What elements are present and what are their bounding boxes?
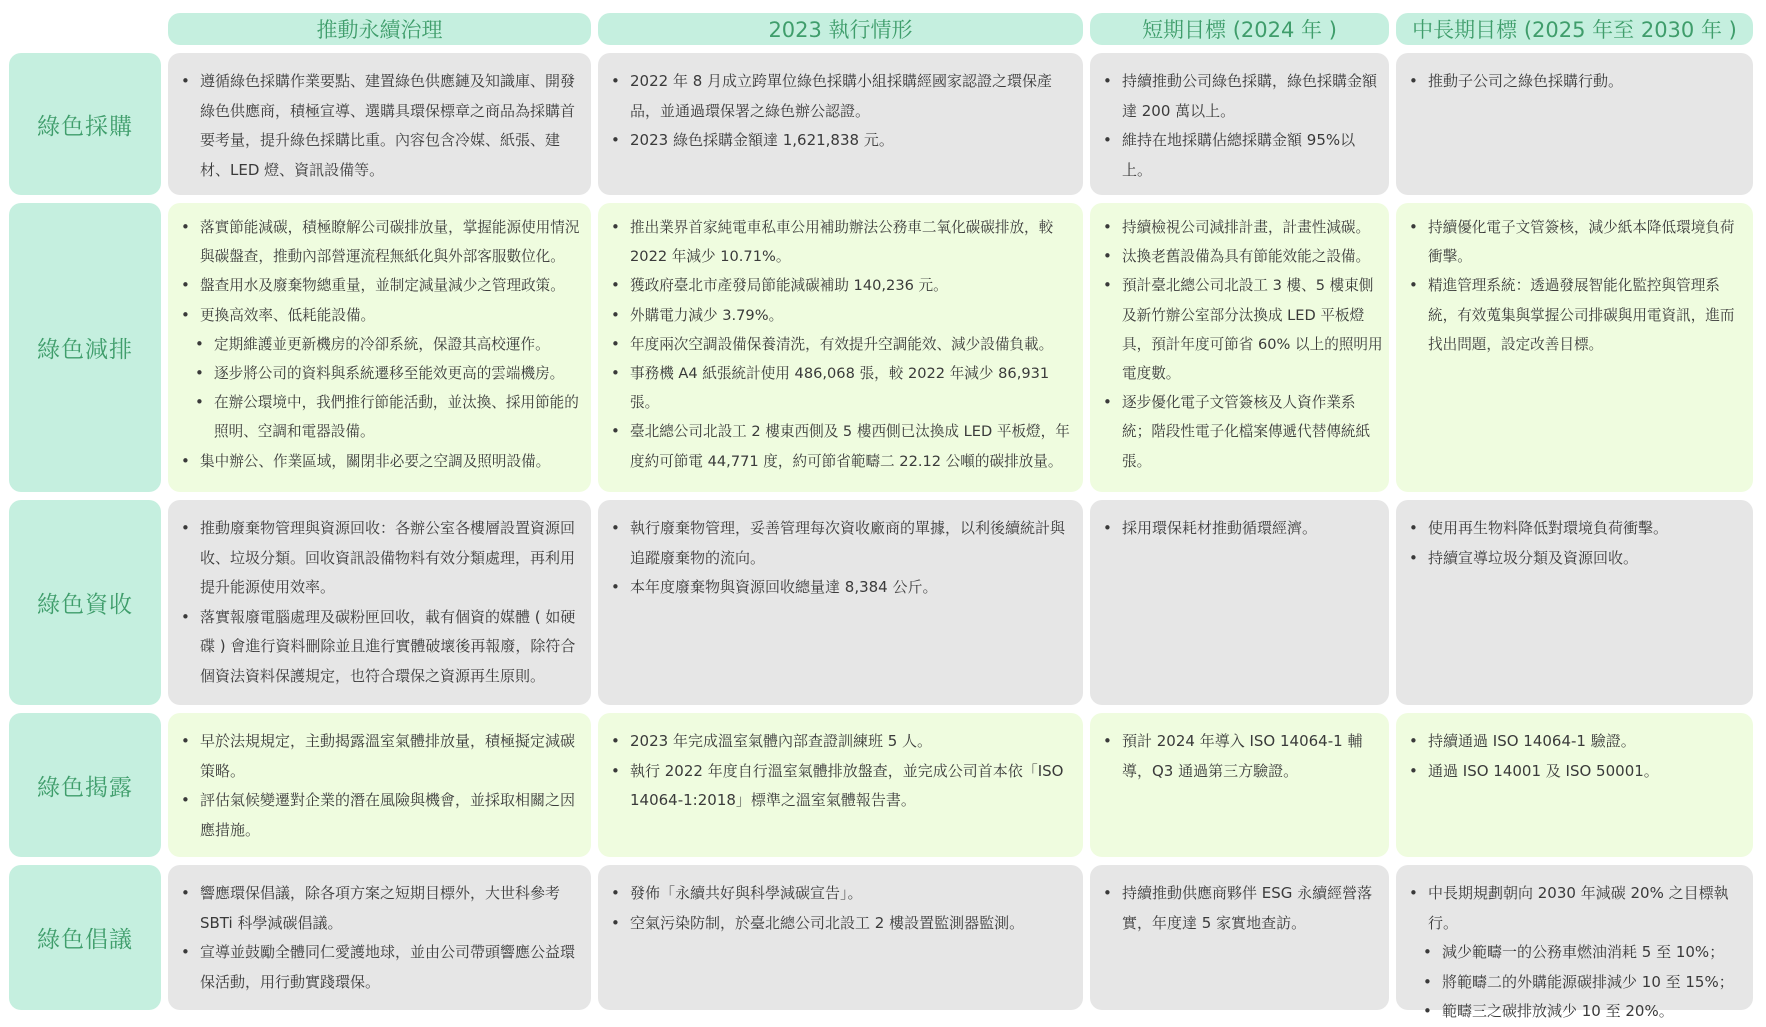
list-item: • 中長期規劃朝向 2030 年減碳 20% 之目標執行。 [1408,879,1747,938]
list-item: • 臺北總公司北設工 2 樓東西側及 5 樓西側已汰換成 LED 平板燈，年度約可節電 44,771 度，約可節省範疇二 22.12 公噸的碳排放量。 [610,417,1077,475]
bullet-list [1102,879,1383,938]
list-item: • 持續推動公司綠色採購，綠色採購金額達 200 萬以上。 [1102,67,1383,126]
bullet-list [1102,67,1383,185]
bullet-list [1408,213,1747,359]
cell-short-term [1090,500,1389,705]
header-short-term: 短期目標 (2024 年 ) [1090,13,1389,45]
table-corner [9,13,161,45]
list-item: • 使用再生物料降低對環境負荷衝擊。 [1408,514,1747,544]
bullet-list [180,67,585,185]
header-governance: 推動永續治理 [168,13,591,45]
list-item: • 響應環保倡議，除各項方案之短期目標外，大世科參考 SBTi 科學減碳倡議。 [180,879,585,938]
bullet-list [1102,727,1383,786]
list-item: • 精進管理系統：透過發展智能化監控與管理系統，有效蒐集與掌握公司排碳與用電資訊，進而找出問題，設定改善目標。 [1408,271,1747,359]
cell-long-term [1396,203,1753,492]
list-item: • 早於法規規定，主動揭露溫室氣體排放量，積極擬定減碳策略。 [180,727,585,786]
row-label: 綠色揭露 [9,713,161,857]
row-label: 綠色採購 [9,53,161,195]
cell-long-term [1396,865,1753,1020]
bullet-list [1408,727,1747,786]
cell-short-term [1090,865,1389,1010]
list-item: • 預計臺北總公司北設工 3 樓、5 樓東側及新竹辦公室部分汰換成 LED 平板燈具，預計年度可節省 60% 以上的照明用電度數。 [1102,271,1383,388]
list-item: • 汰換老舊設備為具有節能效能之設備。 [1102,242,1383,271]
cell-2023-status [598,865,1083,1010]
bullet-list [1408,67,1747,97]
list-item: • 範疇三之碳排放減少 10 至 20%。 [1422,997,1747,1027]
bullet-list [180,514,585,691]
list-item: • 更換高效率、低耗能設備。 [180,301,585,330]
list-item: • 持續檢視公司減排計畫，計畫性減碳。 [1102,213,1383,242]
list-item: • 空氣污染防制，於臺北總公司北設工 2 樓設置監測器監測。 [610,909,1077,939]
cell-2023-status [598,713,1083,857]
cell-2023-status [598,500,1083,705]
list-item: • 遵循綠色採購作業要點、建置綠色供應鏈及知識庫、開發綠色供應商，積極宣導、選購具環保標章之商品為採購首要考量，提升綠色採購比重。內容包含冷媒、紙張、建材、LED 燈、資訊設備等。 [180,67,585,185]
cell-governance [168,713,591,857]
row-label: 綠色減排 [9,203,161,492]
bullet-list [180,213,585,476]
cell-governance [168,500,591,705]
list-item: • 執行廢棄物管理，妥善管理每次資收廠商的單據，以利後續統計與追蹤廢棄物的流向。 [610,514,1077,573]
bullet-list [180,727,585,845]
list-item: • 持續優化電子文管簽核，減少紙本降低環境負荷衝擊。 [1408,213,1747,271]
sustainability-table [9,13,1753,1020]
cell-2023-status [598,53,1083,195]
list-item: • 2023 年完成溫室氣體內部查證訓練班 5 人。 [610,727,1077,757]
list-item: • 持續宣導垃圾分類及資源回收。 [1408,544,1747,574]
bullet-list [180,879,585,997]
header-long-term: 中長期目標 (2025 年至 2030 年 ) [1396,13,1753,45]
list-item: • 落實節能減碳，積極瞭解公司碳排放量，掌握能源使用情況與碳盤查，推動內部營運流程無紙化與外部客服數位化。 [180,213,585,271]
bullet-list [610,67,1077,156]
cell-long-term [1396,713,1753,857]
list-item: • 2022 年 8 月成立跨單位綠色採購小組採購經國家認證之環保產品，並通過環保署之綠色辦公認證。 [610,67,1077,126]
list-item: • 盤查用水及廢棄物總重量，並制定減量減少之管理政策。 [180,271,585,300]
list-item: • 將範疇二的外購能源碳排減少 10 至 15%； [1422,968,1747,998]
cell-short-term [1090,713,1389,857]
header-2023-status: 2023 執行情形 [598,13,1083,45]
list-item: • 持續通過 ISO 14064-1 驗證。 [1408,727,1747,757]
row-label: 綠色倡議 [9,865,161,1010]
list-item: • 採用環保耗材推動循環經濟。 [1102,514,1383,544]
list-item: • 推動子公司之綠色採購行動。 [1408,67,1747,97]
list-item: • 在辦公環境中，我們推行節能活動，並汰換、採用節能的照明、空調和電器設備。 [194,388,585,446]
list-item: • 外購電力減少 3.79%。 [610,301,1077,330]
cell-governance [168,865,591,1010]
bullet-list [610,514,1077,603]
list-item: • 推出業界首家純電車私車公用補助辦法公務車二氧化碳碳排放，較 2022 年減少 10.71%。 [610,213,1077,271]
bullet-list [610,879,1077,938]
bullet-list [1408,514,1747,573]
list-item: • 2023 綠色採購金額達 1,621,838 元。 [610,126,1077,156]
cell-governance [168,203,591,492]
list-item: • 推動廢棄物管理與資源回收：各辦公室各樓層設置資源回收、垃圾分類。回收資訊設備物料有效分類處理，再利用提升能源使用效率。 [180,514,585,603]
cell-short-term [1090,53,1389,195]
bullet-list [1102,514,1383,544]
list-item: • 本年度廢棄物與資源回收總量達 8,384 公斤。 [610,573,1077,603]
list-item: • 落實報廢電腦處理及碳粉匣回收，載有個資的媒體 ( 如硬碟 ) 會進行資料刪除並且進行實體破壞後再報廢，除符合個資法資料保護規定，也符合環保之資源再生原則。 [180,603,585,692]
list-item: • 逐步將公司的資料與系統遷移至能效更高的雲端機房。 [194,359,585,388]
cell-2023-status [598,203,1083,492]
list-item: • 獲政府臺北市產發局節能減碳補助 140,236 元。 [610,271,1077,300]
list-item: • 評估氣候變遷對企業的潛在風險與機會，並採取相關之因應措施。 [180,786,585,845]
list-item: • 維持在地採購佔總採購金額 95%以上。 [1102,126,1383,185]
list-item: • 減少範疇一的公務車燃油消耗 5 至 10%； [1422,938,1747,968]
list-item: • 通過 ISO 14001 及 ISO 50001。 [1408,757,1747,787]
list-item: • 持續推動供應商夥伴 ESG 永續經營落實，年度達 5 家實地查訪。 [1102,879,1383,938]
cell-governance [168,53,591,195]
list-item: • 年度兩次空調設備保養清洗，有效提升空調能效、減少設備負載。 [610,330,1077,359]
list-item: • 逐步優化電子文管簽核及人資作業系統；階段性電子化檔案傳遞代替傳統紙張。 [1102,388,1383,476]
list-item: • 宣導並鼓勵全體同仁愛護地球，並由公司帶頭響應公益環保活動，用行動實踐環保。 [180,938,585,997]
cell-short-term [1090,203,1389,492]
bullet-list [1408,879,1747,1027]
list-item: • 發佈「永續共好與科學減碳宣告」。 [610,879,1077,909]
row-label: 綠色資收 [9,500,161,705]
cell-long-term [1396,53,1753,195]
list-item: • 集中辦公、作業區域，關閉非必要之空調及照明設備。 [180,447,585,476]
list-item: • 預計 2024 年導入 ISO 14064-1 輔導，Q3 通過第三方驗證。 [1102,727,1383,786]
bullet-list [1102,213,1383,476]
bullet-list [610,727,1077,816]
cell-long-term [1396,500,1753,705]
list-item: • 事務機 A4 紙張統計使用 486,068 張，較 2022 年減少 86,931 張。 [610,359,1077,417]
list-item: • 定期維護並更新機房的冷卻系統，保證其高校運作。 [194,330,585,359]
bullet-list [610,213,1077,476]
list-item: • 執行 2022 年度自行溫室氣體排放盤查，並完成公司首本依「ISO 14064-1:2018」標準之溫室氣體報告書。 [610,757,1077,816]
